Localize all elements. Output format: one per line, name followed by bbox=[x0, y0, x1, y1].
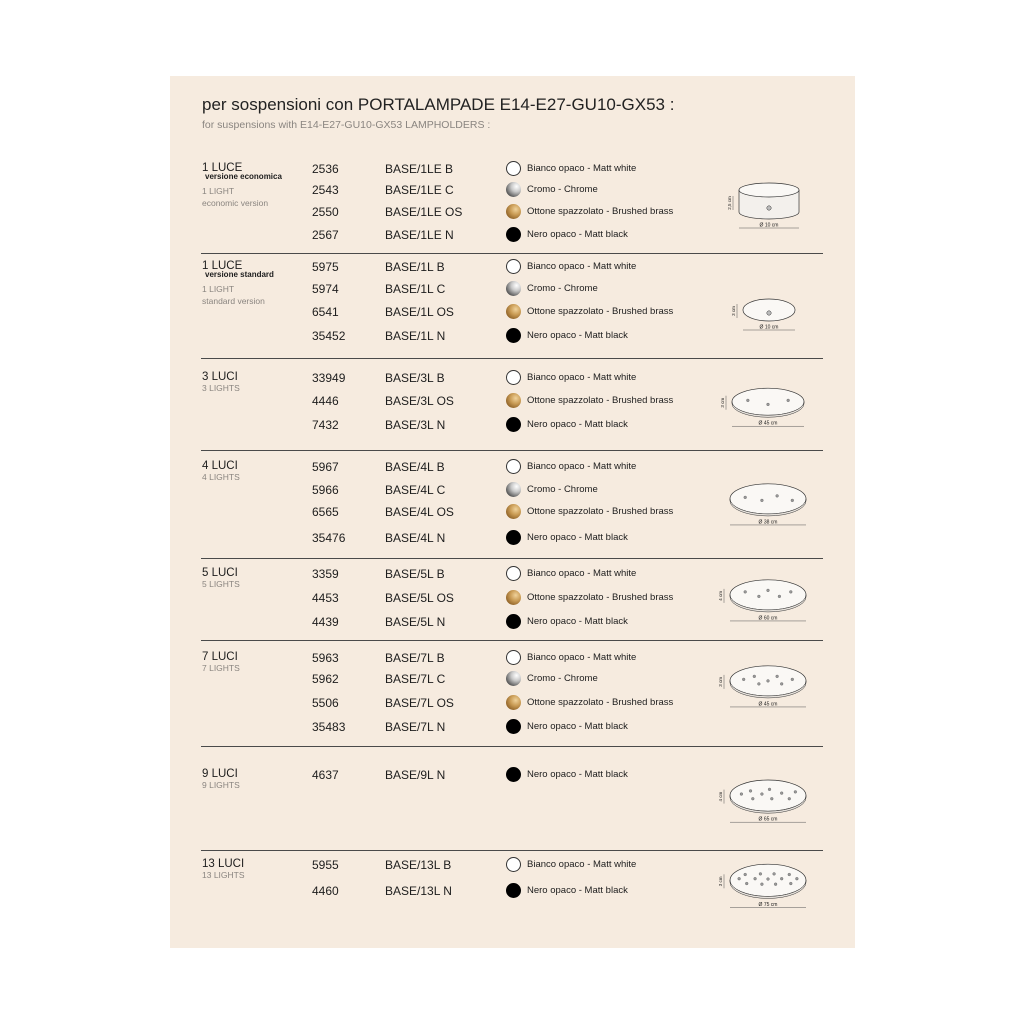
lamp-hole bbox=[780, 792, 783, 795]
group-name: 1 LUCE bbox=[202, 162, 243, 174]
finish-label: Nero opaco - Matt black bbox=[527, 229, 628, 240]
group-name: 13 LUCI bbox=[202, 858, 245, 870]
canopy-drawing bbox=[716, 858, 812, 920]
page-subtitle: for suspensions with E14-E27-GU10-GX53 LAMPHOLDERS : bbox=[202, 119, 491, 131]
lamp-hole bbox=[767, 679, 770, 682]
product-reference: BASE/3L N bbox=[385, 418, 446, 432]
finish-swatch-white bbox=[506, 650, 521, 665]
lamp-hole bbox=[740, 793, 743, 796]
lamp-hole bbox=[761, 883, 764, 886]
product-code: 5966 bbox=[312, 483, 339, 497]
finish-swatch-chrome bbox=[506, 281, 521, 296]
lamp-hole bbox=[780, 877, 783, 880]
product-code: 3359 bbox=[312, 567, 339, 581]
product-reference: BASE/1LE B bbox=[385, 162, 454, 176]
finish-label: Nero opaco - Matt black bbox=[527, 885, 628, 896]
product-reference: BASE/7L B bbox=[385, 651, 445, 665]
lamp-hole bbox=[791, 499, 794, 502]
finish-swatch-black bbox=[506, 417, 521, 432]
product-code: 6541 bbox=[312, 305, 339, 319]
canopy-drawing bbox=[718, 383, 810, 435]
finish-label: Bianco opaco - Matt white bbox=[527, 461, 637, 472]
product-code: 2567 bbox=[312, 228, 339, 242]
finish-swatch-chrome bbox=[506, 671, 521, 686]
finish-swatch-chrome bbox=[506, 482, 521, 497]
finish-swatch-chrome bbox=[506, 182, 521, 197]
product-reference: BASE/4L C bbox=[385, 483, 446, 497]
product-reference: BASE/4L N bbox=[385, 531, 446, 545]
group-note: versione economica bbox=[205, 172, 282, 181]
finish-label: Nero opaco - Matt black bbox=[527, 330, 628, 341]
finish-swatch-white bbox=[506, 566, 521, 581]
finish-label: Bianco opaco - Matt white bbox=[527, 859, 637, 870]
canopy-svg bbox=[716, 478, 812, 536]
lamp-hole bbox=[767, 878, 770, 881]
finish-label: Cromo - Chrome bbox=[527, 484, 598, 495]
finish-swatch-brass bbox=[506, 393, 521, 408]
canopy-svg bbox=[716, 574, 812, 632]
lamp-hole bbox=[767, 311, 771, 315]
product-code: 35483 bbox=[312, 720, 346, 734]
lamp-hole bbox=[767, 589, 770, 592]
finish-label: Ottone spazzolato - Brushed brass bbox=[527, 206, 674, 217]
product-code: 5962 bbox=[312, 672, 339, 686]
canopy-top bbox=[739, 183, 799, 197]
diameter-label: Ø 10 cm bbox=[759, 222, 779, 229]
finish-swatch-brass bbox=[506, 590, 521, 605]
lamp-hole bbox=[789, 590, 792, 593]
canopy-svg bbox=[716, 660, 812, 718]
product-code: 35452 bbox=[312, 329, 346, 343]
finish-label: Ottone spazzolato - Brushed brass bbox=[527, 306, 674, 317]
lamp-hole bbox=[754, 877, 757, 880]
product-code: 4637 bbox=[312, 768, 339, 782]
finish-swatch-black bbox=[506, 883, 521, 898]
finish-swatch-brass bbox=[506, 204, 521, 219]
lamp-hole bbox=[788, 797, 791, 800]
finish-swatch-black bbox=[506, 530, 521, 545]
product-code: 5967 bbox=[312, 460, 339, 474]
section-divider bbox=[201, 850, 823, 851]
finish-label: Bianco opaco - Matt white bbox=[527, 261, 637, 272]
height-label: 3 cm bbox=[720, 397, 725, 408]
product-reference: BASE/1L C bbox=[385, 282, 446, 296]
canopy-drawing bbox=[716, 774, 812, 834]
finish-swatch-white bbox=[506, 161, 521, 176]
canopy-drawing bbox=[720, 288, 810, 343]
canopy-svg bbox=[716, 774, 812, 834]
lamp-hole bbox=[789, 882, 792, 885]
product-code: 4439 bbox=[312, 615, 339, 629]
finish-label: Nero opaco - Matt black bbox=[527, 769, 628, 780]
lamp-hole bbox=[780, 682, 783, 685]
finish-swatch-brass bbox=[506, 695, 521, 710]
lamp-hole bbox=[773, 872, 776, 875]
diameter-label: Ø 45 cm bbox=[758, 420, 778, 427]
finish-swatch-black bbox=[506, 614, 521, 629]
lamp-hole bbox=[759, 872, 762, 875]
canopy-drawing bbox=[716, 660, 812, 718]
height-label: 3 cm bbox=[731, 306, 736, 316]
height-label: 4 cm bbox=[718, 791, 723, 802]
group-label-en-version: standard version bbox=[202, 296, 265, 306]
group-label-en: 3 LIGHTS bbox=[202, 383, 240, 393]
finish-label: Ottone spazzolato - Brushed brass bbox=[527, 697, 674, 708]
lamp-hole bbox=[744, 590, 747, 593]
product-code: 5955 bbox=[312, 858, 339, 872]
section-divider bbox=[201, 253, 823, 254]
group-label-en: 5 LIGHTS bbox=[202, 579, 240, 589]
diameter-label: Ø 65 cm bbox=[758, 816, 778, 823]
finish-label: Bianco opaco - Matt white bbox=[527, 568, 637, 579]
diameter-label: Ø 75 cm bbox=[758, 901, 778, 908]
group-label-en: 4 LIGHTS bbox=[202, 472, 240, 482]
group-name: 3 LUCI bbox=[202, 371, 238, 383]
finish-label: Cromo - Chrome bbox=[527, 184, 598, 195]
lamp-hole bbox=[757, 682, 760, 685]
finish-swatch-white bbox=[506, 857, 521, 872]
product-reference: BASE/1L N bbox=[385, 329, 446, 343]
finish-label: Cromo - Chrome bbox=[527, 673, 598, 684]
finish-label: Ottone spazzolato - Brushed brass bbox=[527, 506, 674, 517]
group-name: 9 LUCI bbox=[202, 768, 238, 780]
product-code: 5506 bbox=[312, 696, 339, 710]
lamp-hole bbox=[746, 399, 749, 402]
product-code: 7432 bbox=[312, 418, 339, 432]
finish-swatch-black bbox=[506, 767, 521, 782]
product-reference: BASE/13L N bbox=[385, 884, 452, 898]
group-name: 7 LUCI bbox=[202, 651, 238, 663]
product-reference: BASE/7L OS bbox=[385, 696, 454, 710]
group-label-en: 1 LIGHT bbox=[202, 186, 235, 196]
diameter-label: Ø 60 cm bbox=[758, 615, 778, 622]
product-code: 4446 bbox=[312, 394, 339, 408]
finish-swatch-white bbox=[506, 459, 521, 474]
group-note: versione standard bbox=[205, 270, 274, 279]
product-reference: BASE/5L N bbox=[385, 615, 446, 629]
lamp-hole bbox=[744, 496, 747, 499]
lamp-hole bbox=[788, 873, 791, 876]
section-divider bbox=[201, 746, 823, 747]
finish-label: Nero opaco - Matt black bbox=[527, 721, 628, 732]
product-reference: BASE/5L OS bbox=[385, 591, 454, 605]
lamp-hole bbox=[776, 494, 779, 497]
canopy-svg bbox=[718, 383, 810, 435]
product-reference: BASE/7L N bbox=[385, 720, 446, 734]
lamp-hole bbox=[761, 499, 764, 502]
height-label: 3 cm bbox=[718, 876, 723, 887]
product-code: 35476 bbox=[312, 531, 346, 545]
group-label-en-version: economic version bbox=[202, 198, 269, 208]
product-code: 6565 bbox=[312, 505, 339, 519]
lamp-hole bbox=[791, 678, 794, 681]
diameter-label: Ø 10 cm bbox=[759, 324, 779, 331]
product-reference: BASE/13L B bbox=[385, 858, 452, 872]
canopy-drawing bbox=[716, 574, 812, 632]
lamp-hole bbox=[778, 595, 781, 598]
product-reference: BASE/4L B bbox=[385, 460, 445, 474]
product-reference: BASE/9L N bbox=[385, 768, 446, 782]
product-reference: BASE/3L OS bbox=[385, 394, 454, 408]
product-code: 4453 bbox=[312, 591, 339, 605]
product-reference: BASE/5L B bbox=[385, 567, 445, 581]
product-reference: BASE/1LE OS bbox=[385, 205, 463, 219]
lamp-hole bbox=[753, 675, 756, 678]
finish-label: Cromo - Chrome bbox=[527, 283, 598, 294]
lamp-hole bbox=[794, 790, 797, 793]
finish-label: Ottone spazzolato - Brushed brass bbox=[527, 395, 674, 406]
section-divider bbox=[201, 640, 823, 641]
lamp-hole bbox=[795, 877, 798, 880]
product-code: 5975 bbox=[312, 260, 339, 274]
lamp-hole bbox=[776, 675, 779, 678]
product-code: 33949 bbox=[312, 371, 346, 385]
lamp-hole bbox=[774, 883, 777, 886]
section-divider bbox=[201, 558, 823, 559]
table-row bbox=[170, 260, 855, 280]
lamp-hole bbox=[745, 882, 748, 885]
finish-swatch-black bbox=[506, 328, 521, 343]
product-reference: BASE/4L OS bbox=[385, 505, 454, 519]
product-code: 2550 bbox=[312, 205, 339, 219]
lamp-hole bbox=[787, 399, 790, 402]
finish-swatch-brass bbox=[506, 504, 521, 519]
group-name: 1 LUCE bbox=[202, 260, 243, 272]
section-divider bbox=[201, 450, 823, 451]
finish-label: Bianco opaco - Matt white bbox=[527, 652, 637, 663]
canopy-drawing bbox=[716, 478, 812, 536]
lamp-hole bbox=[744, 873, 747, 876]
finish-swatch-black bbox=[506, 227, 521, 242]
finish-swatch-black bbox=[506, 719, 521, 734]
table-row bbox=[170, 460, 855, 480]
section-divider bbox=[201, 358, 823, 359]
lamp-hole bbox=[751, 797, 754, 800]
group-name: 4 LUCI bbox=[202, 460, 238, 472]
lamp-hole bbox=[768, 788, 771, 791]
product-reference: BASE/1L B bbox=[385, 260, 445, 274]
product-code: 5963 bbox=[312, 651, 339, 665]
height-label: 3 cm bbox=[718, 676, 723, 687]
canopy-svg bbox=[720, 288, 810, 343]
lamp-hole bbox=[770, 797, 773, 800]
lamp-hole bbox=[767, 206, 771, 210]
canopy-svg bbox=[716, 858, 812, 920]
product-code: 5974 bbox=[312, 282, 339, 296]
canopy-base bbox=[743, 299, 795, 321]
lamp-hole bbox=[761, 793, 764, 796]
product-reference: BASE/7L C bbox=[385, 672, 446, 686]
group-label-en: 1 LIGHT bbox=[202, 284, 235, 294]
lamp-hole bbox=[742, 678, 745, 681]
finish-swatch-white bbox=[506, 370, 521, 385]
finish-label: Bianco opaco - Matt white bbox=[527, 163, 637, 174]
product-code: 2536 bbox=[312, 162, 339, 176]
finish-label: Ottone spazzolato - Brushed brass bbox=[527, 592, 674, 603]
finish-label: Bianco opaco - Matt white bbox=[527, 372, 637, 383]
diameter-label: Ø 38 cm bbox=[758, 519, 778, 526]
product-reference: BASE/1LE C bbox=[385, 183, 454, 197]
table-row bbox=[170, 720, 855, 740]
product-code: 4460 bbox=[312, 884, 339, 898]
height-label: 4 cm bbox=[718, 590, 723, 601]
lamp-hole bbox=[757, 595, 760, 598]
finish-label: Nero opaco - Matt black bbox=[527, 532, 628, 543]
finish-swatch-brass bbox=[506, 304, 521, 319]
canopy-svg bbox=[720, 178, 810, 238]
finish-label: Nero opaco - Matt black bbox=[527, 419, 628, 430]
lamp-hole bbox=[738, 877, 741, 880]
product-code: 2543 bbox=[312, 183, 339, 197]
height-label: 2,5 cm bbox=[727, 196, 732, 210]
group-label-en: 13 LIGHTS bbox=[202, 870, 245, 880]
page-title: per sospensioni con PORTALAMPADE E14-E27-GU10-GX53 : bbox=[202, 95, 675, 114]
finish-swatch-white bbox=[506, 259, 521, 274]
group-label-en: 7 LIGHTS bbox=[202, 663, 240, 673]
diameter-label: Ø 45 cm bbox=[758, 701, 778, 708]
product-reference: BASE/3L B bbox=[385, 371, 445, 385]
product-reference: BASE/1LE N bbox=[385, 228, 454, 242]
product-reference: BASE/1L OS bbox=[385, 305, 454, 319]
group-name: 5 LUCI bbox=[202, 567, 238, 579]
lamp-hole bbox=[749, 790, 752, 793]
lamp-hole bbox=[767, 403, 770, 406]
finish-label: Nero opaco - Matt black bbox=[527, 616, 628, 627]
canopy-drawing bbox=[720, 178, 810, 238]
group-label-en: 9 LIGHTS bbox=[202, 780, 240, 790]
